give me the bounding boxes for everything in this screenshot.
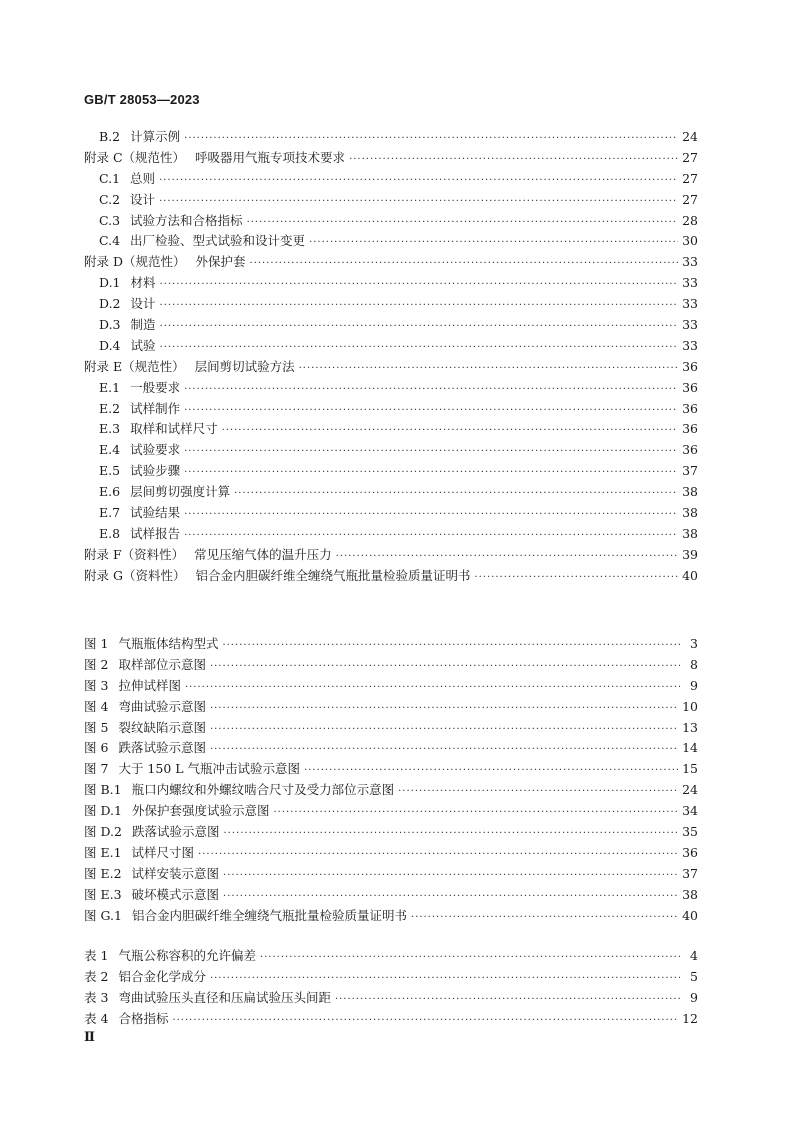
- toc-entry-number: D.2: [99, 296, 121, 312]
- toc-entry[interactable]: [84, 566, 698, 587]
- toc-entry-title: 拉伸试样图: [118, 677, 181, 693]
- toc-entry-title: 材料: [130, 275, 156, 291]
- toc-dot-leader: [184, 442, 678, 463]
- toc-entry-number: 图 3: [84, 677, 109, 693]
- toc-entry[interactable]: [84, 718, 698, 739]
- toc-figure-list: [84, 634, 698, 926]
- toc-entry[interactable]: [84, 780, 698, 801]
- toc-entry-number: 图 D.2: [84, 824, 122, 840]
- toc-dot-leader: [234, 484, 678, 505]
- toc-dot-leader: [184, 526, 678, 547]
- toc-entry-page: 4: [690, 948, 698, 963]
- toc-entry-number: 附录 F（资料性）: [84, 546, 185, 562]
- toc-dot-leader: [184, 401, 678, 422]
- toc-entry-page: 36: [682, 358, 698, 374]
- toc-entry-page: 38: [682, 886, 698, 902]
- toc-entry-title: 设计: [130, 296, 156, 312]
- toc-entry-page: 10: [682, 698, 698, 714]
- toc-dot-leader: [210, 657, 680, 678]
- toc-entry-title: 总则: [130, 170, 156, 186]
- toc-entry[interactable]: [84, 148, 698, 169]
- toc-entry-title: 大于 150 L 气瓶冲击试验示意图: [118, 761, 301, 777]
- toc-entry-page: 3: [690, 636, 698, 651]
- toc-entry-page: 33: [682, 317, 698, 333]
- toc-entry-number: 图 E.1: [84, 844, 122, 860]
- toc-dot-leader: [160, 275, 679, 296]
- toc-entry[interactable]: [84, 655, 698, 676]
- toc-entry[interactable]: [84, 634, 698, 655]
- toc-entry-number: 图 6: [84, 740, 109, 756]
- toc-entry-page: 12: [682, 1010, 698, 1026]
- toc-entry-page: 38: [682, 525, 698, 541]
- toc-dot-leader: [210, 969, 680, 990]
- toc-dot-leader: [335, 990, 680, 1011]
- toc-entry-title: 层间剪切强度计算: [130, 484, 231, 500]
- toc-dot-leader: [210, 699, 678, 720]
- toc-entry[interactable]: [84, 676, 698, 697]
- toc-entry[interactable]: [84, 545, 698, 566]
- toc-entry-page: 27: [682, 170, 698, 186]
- toc-entry-title: 试验: [130, 337, 156, 353]
- toc-entry[interactable]: [84, 127, 698, 148]
- toc-entry-number: D.1: [99, 275, 121, 291]
- toc-entry-title: 跌落试验示意图: [131, 824, 220, 840]
- toc-entry-number: 附录 D（规范性）: [84, 254, 186, 270]
- toc-dot-leader: [222, 421, 679, 442]
- toc-entry-title: 试验要求: [130, 442, 181, 458]
- toc-dot-leader: [349, 150, 678, 171]
- toc-entry[interactable]: [84, 801, 698, 822]
- toc-entry-number: C.1: [99, 170, 121, 186]
- toc-entry-page: 28: [682, 212, 698, 228]
- toc-entry-page: 30: [682, 233, 698, 249]
- toc-entry-title: 弯曲试验压头直径和压扁试验压头间距: [118, 989, 331, 1005]
- toc-dot-leader: [185, 678, 680, 699]
- toc-entry-title: 外保护套: [195, 254, 246, 270]
- toc-entry-number: 附录 C（规范性）: [84, 149, 186, 165]
- toc-table-list: [84, 946, 698, 1030]
- toc-entry-page: 39: [682, 546, 698, 562]
- toc-entry[interactable]: [84, 294, 698, 315]
- toc-dot-leader: [474, 568, 678, 589]
- toc-entry[interactable]: [84, 419, 698, 440]
- toc-dot-leader: [223, 887, 678, 908]
- toc-entry-number: 图 B.1: [84, 782, 122, 798]
- toc-entry-title: 合格指标: [118, 1010, 169, 1026]
- toc-entry[interactable]: [84, 273, 698, 294]
- toc-entry[interactable]: [84, 503, 698, 524]
- toc-dot-leader: [411, 908, 678, 929]
- toc-entry[interactable]: [84, 461, 698, 482]
- toc-entry-page: 27: [682, 149, 698, 165]
- toc-entry-title: 跌落试验示意图: [118, 740, 206, 756]
- toc-dot-leader: [398, 782, 678, 803]
- toc-entry[interactable]: [84, 399, 698, 420]
- toc-entry-number: C.3: [99, 212, 121, 228]
- toc-entry-page: 36: [682, 400, 698, 416]
- toc-dot-leader: [160, 296, 679, 317]
- toc-entry-page: 35: [682, 824, 698, 840]
- toc-entry[interactable]: [84, 759, 698, 780]
- toc-entry-number: 表 1: [84, 948, 109, 963]
- toc-entry-title: 气瓶瓶体结构型式: [118, 636, 219, 651]
- toc-entry-page: 33: [682, 254, 698, 270]
- toc-entry[interactable]: [84, 946, 698, 967]
- toc-entry-title: 铝合金内胆碳纤维全缠绕气瓶批量检验质量证明书: [195, 567, 471, 583]
- toc-entry[interactable]: [84, 336, 698, 357]
- toc-entry-page: 9: [690, 677, 698, 693]
- toc-dot-leader: [210, 720, 678, 741]
- toc-entry-number: E.8: [99, 525, 121, 541]
- toc-appendix-list: [84, 127, 698, 587]
- toc-entry-title: 常见压缩气体的温升压力: [194, 546, 332, 562]
- toc-entry[interactable]: [84, 211, 698, 232]
- toc-dot-leader: [304, 761, 678, 782]
- toc-entry-number: E.5: [99, 463, 121, 479]
- toc-entry-number: 表 2: [84, 968, 109, 984]
- toc-entry-number: D.4: [99, 337, 121, 353]
- toc-entry[interactable]: [84, 524, 698, 545]
- toc-entry-page: 40: [682, 567, 698, 583]
- toc-entry-title: 试验结果: [130, 505, 181, 521]
- toc-entry-title: 计算示例: [130, 129, 181, 144]
- toc-dot-leader: [160, 317, 679, 338]
- toc-entry-number: C.4: [99, 233, 121, 249]
- toc-entry-number: 图 E.3: [84, 886, 122, 902]
- toc-entry-title: 铝合金化学成分: [118, 968, 206, 984]
- toc-dot-leader: [184, 463, 678, 484]
- toc-entry-title: 气瓶公称容积的允许偏差: [118, 948, 256, 963]
- toc-entry-page: 37: [682, 865, 698, 881]
- toc-entry-number: E.2: [99, 400, 121, 416]
- toc-entry-page: 14: [682, 740, 698, 756]
- toc-entry-page: 36: [682, 844, 698, 860]
- toc-entry-title: 制造: [130, 317, 156, 333]
- toc-entry[interactable]: [84, 822, 698, 843]
- toc-entry-title: 取样部位示意图: [118, 656, 206, 672]
- toc-entry-page: 38: [682, 505, 698, 521]
- toc-dot-leader: [336, 547, 678, 568]
- toc-entry-title: 铝合金内胆碳纤维全缠绕气瓶批量检验质量证明书: [131, 907, 407, 923]
- toc-entry-number: 附录 G（资料性）: [84, 567, 186, 583]
- page-number: Ⅱ: [84, 1030, 95, 1045]
- toc-dot-leader: [223, 866, 678, 887]
- toc-dot-leader: [210, 740, 678, 761]
- toc-entry-number: 图 E.2: [84, 865, 122, 881]
- toc-dot-leader: [309, 233, 678, 254]
- toc-dot-leader: [247, 213, 679, 234]
- toc-entry-page: 40: [682, 907, 698, 923]
- toc-dot-leader: [299, 359, 678, 380]
- toc-entry[interactable]: [84, 231, 698, 252]
- toc-entry-title: 试验步骤: [130, 463, 181, 479]
- toc-entry-number: E.3: [99, 421, 121, 437]
- toc-entry[interactable]: [84, 843, 698, 864]
- toc-dot-leader: [160, 338, 679, 359]
- toc-entry-page: 37: [682, 463, 698, 479]
- toc-entry[interactable]: [84, 1009, 698, 1030]
- toc-entry-title: 试样制作: [130, 400, 181, 416]
- toc-entry-title: 瓶口内螺纹和外螺纹啮合尺寸及受力部位示意图: [131, 782, 395, 798]
- toc-entry-page: 24: [682, 129, 698, 144]
- toc-entry-title: 设计: [130, 191, 156, 207]
- toc-dot-leader: [159, 192, 678, 213]
- toc-entry[interactable]: [84, 378, 698, 399]
- toc-entry[interactable]: [84, 357, 698, 378]
- toc-dot-leader: [224, 824, 679, 845]
- document-code: GB/T 28053—2023: [84, 92, 200, 107]
- toc-entry-number: 图 4: [84, 698, 109, 714]
- toc-entry-number: 附录 E（规范性）: [84, 358, 185, 374]
- toc-entry[interactable]: [84, 864, 698, 885]
- toc-dot-leader: [222, 636, 680, 657]
- toc-entry-page: 33: [682, 296, 698, 312]
- toc-entry[interactable]: [84, 169, 698, 190]
- toc-entry-number: 图 G.1: [84, 907, 122, 923]
- toc-entry-page: 27: [682, 191, 698, 207]
- toc-entry-page: 33: [682, 337, 698, 353]
- toc-entry-page: 9: [690, 989, 698, 1005]
- toc-entry-title: 出厂检验、型式试验和设计变更: [130, 233, 306, 249]
- toc-entry-title: 取样和试样尺寸: [130, 421, 218, 437]
- toc-dot-leader: [274, 803, 679, 824]
- toc-entry[interactable]: [84, 906, 698, 927]
- toc-entry-number: D.3: [99, 317, 121, 333]
- toc-entry-title: 弯曲试验示意图: [118, 698, 206, 714]
- toc-entry-title: 裂纹缺陷示意图: [118, 719, 206, 735]
- toc-dot-leader: [198, 845, 678, 866]
- toc-entry-page: 33: [682, 275, 698, 291]
- toc-entry-page: 34: [682, 803, 698, 819]
- toc-entry-title: 试验方法和合格指标: [130, 212, 243, 228]
- toc-dot-leader: [184, 380, 678, 401]
- toc-dot-leader: [260, 948, 680, 969]
- toc-entry[interactable]: [84, 482, 698, 503]
- toc-entry[interactable]: [84, 885, 698, 906]
- toc-entry-number: 图 2: [84, 656, 109, 672]
- toc-entry-page: 36: [682, 379, 698, 395]
- toc-entry-title: 试样安装示意图: [131, 865, 220, 881]
- toc-entry-number: 图 1: [84, 636, 109, 651]
- toc-entry-page: 5: [690, 968, 698, 984]
- toc-entry-number: 图 D.1: [84, 803, 122, 819]
- toc-entry-page: 36: [682, 421, 698, 437]
- toc-entry[interactable]: [84, 190, 698, 211]
- toc-entry[interactable]: [84, 697, 698, 718]
- toc-entry-page: 13: [682, 719, 698, 735]
- toc-entry-number: 表 3: [84, 989, 109, 1005]
- toc-entry-page: 8: [690, 656, 698, 672]
- toc-entry-title: 试样报告: [130, 525, 181, 541]
- toc-entry[interactable]: [84, 440, 698, 461]
- toc-dot-leader: [172, 1011, 678, 1032]
- toc-entry-title: 破坏模式示意图: [131, 886, 220, 902]
- toc-entry-title: 呼吸器用气瓶专项技术要求: [195, 149, 346, 165]
- toc-entry-number: E.1: [99, 379, 121, 395]
- toc-entry[interactable]: [84, 988, 698, 1009]
- toc-dot-leader: [184, 129, 678, 150]
- toc-entry-number: 表 4: [84, 1010, 109, 1026]
- toc-entry[interactable]: [84, 252, 698, 273]
- toc-entry-page: 15: [682, 761, 698, 777]
- toc-entry-number: E.6: [99, 484, 121, 500]
- toc-entry[interactable]: [84, 967, 698, 988]
- toc-entry-title: 层间剪切试验方法: [194, 358, 295, 374]
- toc-entry-number: E.7: [99, 505, 121, 521]
- toc-entry-page: 24: [682, 782, 698, 798]
- toc-entry-page: 38: [682, 484, 698, 500]
- toc-entry-title: 一般要求: [130, 379, 181, 395]
- toc-entry-number: B.2: [99, 129, 121, 144]
- toc-entry-number: E.4: [99, 442, 121, 458]
- toc-entry-number: 图 5: [84, 719, 109, 735]
- toc-entry-number: 图 7: [84, 761, 109, 777]
- toc-entry-title: 外保护套强度试验示意图: [131, 803, 270, 819]
- toc-dot-leader: [250, 254, 679, 275]
- toc-dot-leader: [184, 505, 678, 526]
- toc-entry-title: 试样尺寸图: [131, 844, 195, 860]
- toc-entry[interactable]: [84, 738, 698, 759]
- toc-entry[interactable]: [84, 315, 698, 336]
- toc-dot-leader: [159, 171, 678, 192]
- toc-entry-page: 36: [682, 442, 698, 458]
- toc-entry-number: C.2: [99, 191, 121, 207]
